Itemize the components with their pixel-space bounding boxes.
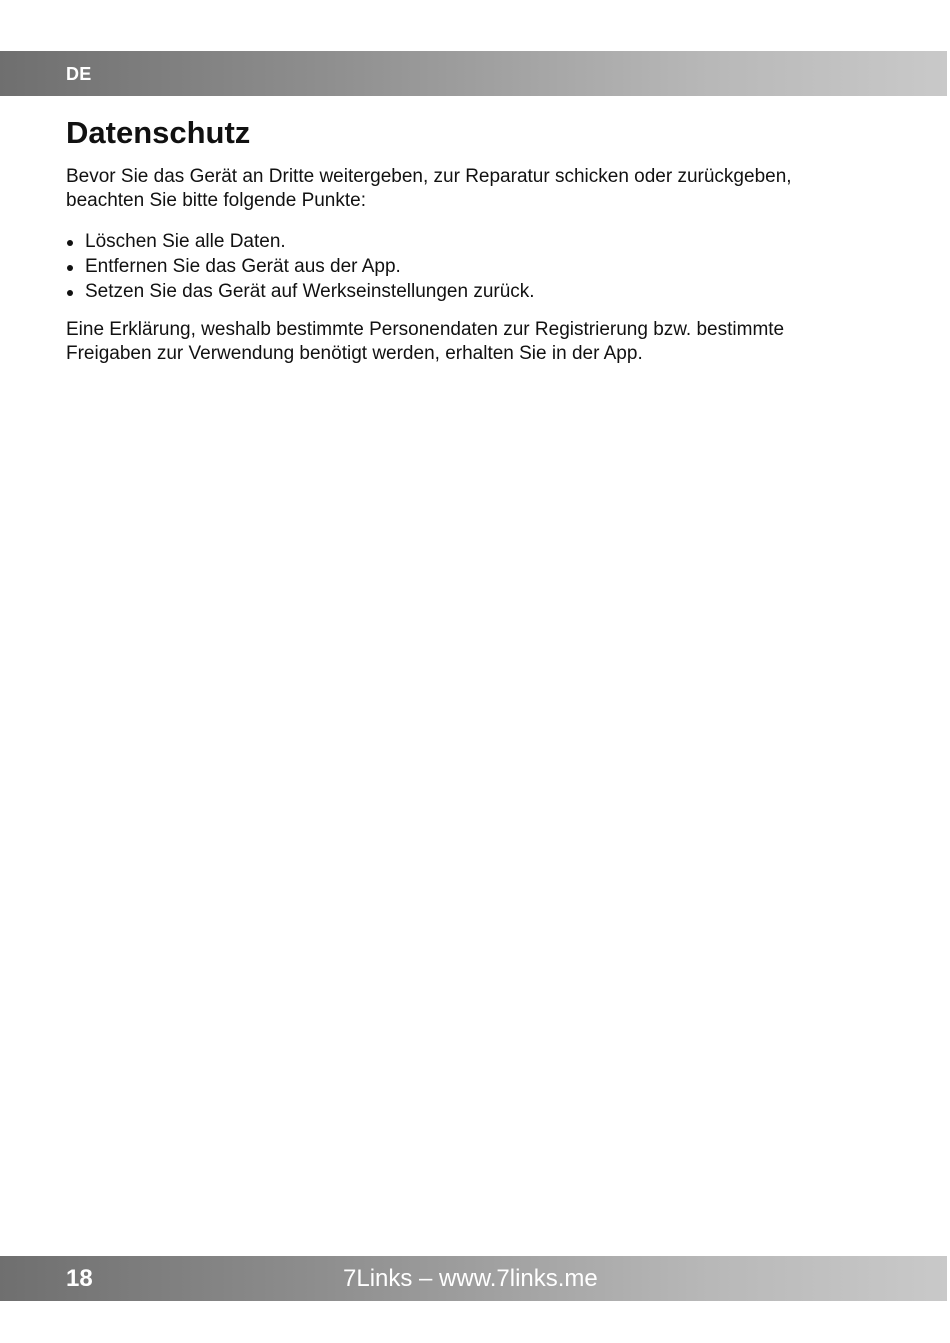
bullet-icon	[67, 265, 73, 271]
list-item	[66, 254, 866, 279]
list-item-text: Löschen Sie alle Daten.	[85, 231, 286, 252]
footer-brand-text: 7Links – www.7links.me	[343, 1265, 598, 1292]
language-code: DE	[66, 64, 92, 84]
main-content	[66, 113, 866, 366]
outro-paragraph: Eine Erklärung, weshalb bestimmte Personendaten zur Registrierung bzw. bestimmte Freigaben zur Verwendung benötigt werden, erhalten Sie in der App.	[66, 319, 785, 364]
page-number: 18	[66, 1265, 93, 1292]
intro-paragraph: Bevor Sie das Gerät an Dritte weitergeben, zur Reparatur schicken oder zurückgeben, beachten Sie bitte folgende Punkte:	[66, 166, 792, 211]
list-item	[66, 229, 866, 254]
bullet-icon	[67, 290, 73, 296]
header-bar	[0, 51, 947, 96]
bullet-list	[66, 229, 866, 304]
list-item	[66, 279, 866, 304]
bullet-icon	[67, 240, 73, 246]
list-item-text: Entfernen Sie das Gerät aus der App.	[85, 256, 401, 277]
list-item-text: Setzen Sie das Gerät auf Werkseinstellungen zurück.	[85, 281, 535, 302]
footer-bar	[0, 1256, 947, 1301]
page-title: Datenschutz	[66, 115, 251, 150]
